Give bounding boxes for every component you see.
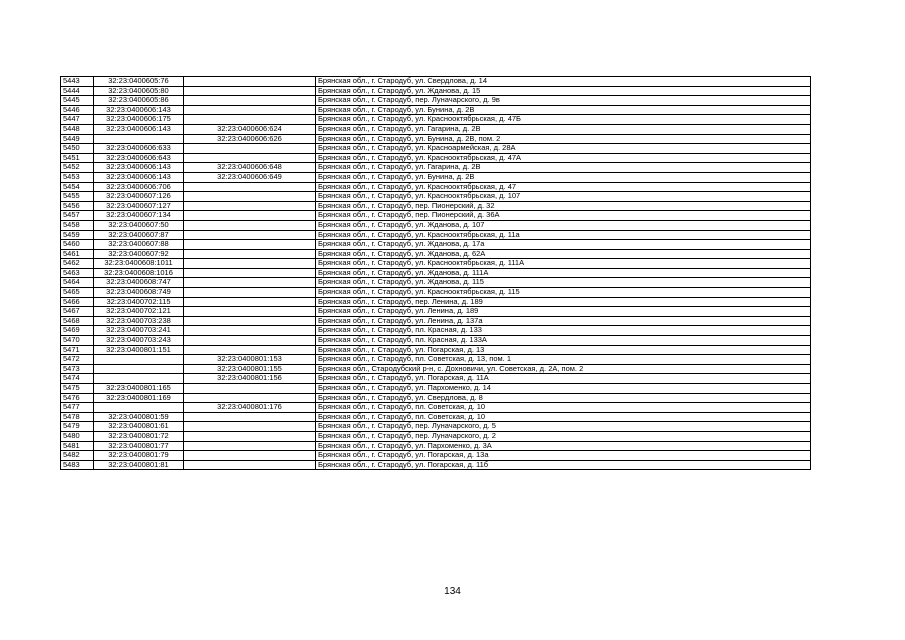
object-number-cell [184,96,316,106]
cadastral-number-cell [94,134,184,144]
row-number-cell: 5461 [61,249,94,259]
cadastral-number-cell: 32:23:0400606:633 [94,144,184,154]
object-number-cell [184,268,316,278]
object-number-cell [184,384,316,394]
address-cell: Брянская обл., г. Стародуб, ул. Погарская, д. 11А [316,374,811,384]
cadastral-number-cell: 32:23:0400606:143 [94,124,184,134]
cadastral-number-cell [94,364,184,374]
table-row [61,105,811,115]
row-number-cell: 5444 [61,86,94,96]
object-number-cell: 32:23:0400801:155 [184,364,316,374]
table-row [61,144,811,154]
table-row [61,297,811,307]
row-number-cell: 5463 [61,268,94,278]
address-cell: Брянская обл., г. Стародуб, ул. Свердлова, д. 14 [316,77,811,87]
cadastral-number-cell: 32:23:0400607:87 [94,230,184,240]
cadastral-number-cell: 32:23:0400607:50 [94,220,184,230]
object-number-cell [184,144,316,154]
table-row [61,422,811,432]
row-number-cell: 5451 [61,153,94,163]
address-cell: Брянская обл., г. Стародуб, пл. Советская, д. 13, пом. 1 [316,355,811,365]
address-cell: Брянская обл., г. Стародуб, ул. Ленина, д. 189 [316,307,811,317]
table-row [61,230,811,240]
cadastral-number-cell: 32:23:0400801:169 [94,393,184,403]
table-row [61,124,811,134]
object-number-cell [184,336,316,346]
cadastral-number-cell: 32:23:0400801:79 [94,451,184,461]
address-cell: Брянская обл., г. Стародуб, пл. Советская, д. 10 [316,403,811,413]
object-number-cell [184,326,316,336]
object-number-cell [184,182,316,192]
cadastral-number-cell: 32:23:0400606:706 [94,182,184,192]
address-cell: Брянская обл., г. Стародуб, пл. Красная, д. 133 [316,326,811,336]
cadastral-number-cell: 32:23:0400801:151 [94,345,184,355]
object-number-cell: 32:23:0400801:153 [184,355,316,365]
address-cell: Брянская обл., г. Стародуб, пл. Красная, д. 133А [316,336,811,346]
table-row [61,163,811,173]
address-cell: Брянская обл., г. Стародуб, ул. Погарская, д. 13а [316,451,811,461]
table-row [61,249,811,259]
object-number-cell: 32:23:0400606:626 [184,134,316,144]
row-number-cell: 5457 [61,211,94,221]
table-row [61,364,811,374]
object-number-cell [184,393,316,403]
address-cell: Брянская обл., г. Стародуб, ул. Погарская, д. 11б [316,460,811,470]
object-number-cell [184,412,316,422]
row-number-cell: 5466 [61,297,94,307]
cadastral-number-cell: 32:23:0400801:165 [94,384,184,394]
row-number-cell: 5447 [61,115,94,125]
table-row [61,307,811,317]
table-row [61,316,811,326]
address-cell: Брянская обл., г. Стародуб, ул. Жданова, д. 107 [316,220,811,230]
address-cell: Брянская обл., г. Стародуб, ул. Жданова, д. 62А [316,249,811,259]
table-row [61,451,811,461]
cadastral-number-cell: 32:23:0400605:86 [94,96,184,106]
address-cell: Брянская обл., г. Стародуб, ул. Бунина, д. 2В [316,172,811,182]
table-row [61,134,811,144]
row-number-cell: 5482 [61,451,94,461]
row-number-cell: 5448 [61,124,94,134]
address-cell: Брянская обл., г. Стародуб, ул. Краснооктябрьская, д. 47 [316,182,811,192]
cadastral-number-cell: 32:23:0400607:126 [94,192,184,202]
table-row [61,86,811,96]
address-cell: Брянская обл., г. Стародуб, ул. Краснооктябрьская, д. 11а [316,230,811,240]
table-row [61,431,811,441]
table-row [61,326,811,336]
table-row [61,259,811,269]
table-row [61,336,811,346]
cadastral-number-cell: 32:23:0400801:72 [94,431,184,441]
address-cell: Брянская обл., г. Стародуб, ул. Пархоменко, д. 3А [316,441,811,451]
row-number-cell: 5473 [61,364,94,374]
row-number-cell: 5479 [61,422,94,432]
table-row [61,384,811,394]
row-number-cell: 5459 [61,230,94,240]
object-number-cell [184,211,316,221]
address-cell: Брянская обл., Стародубский р-н, с. Дохновичи, ул. Советская, д. 2А, пом. 2 [316,364,811,374]
table-row [61,355,811,365]
cadastral-number-cell: 32:23:0400801:61 [94,422,184,432]
object-number-cell [184,288,316,298]
object-number-cell [184,441,316,451]
registry-table [60,76,811,470]
address-cell: Брянская обл., г. Стародуб, ул. Жданова, д. 111А [316,268,811,278]
object-number-cell [184,240,316,250]
cadastral-number-cell: 32:23:0400606:143 [94,163,184,173]
table-row [61,412,811,422]
row-number-cell: 5462 [61,259,94,269]
row-number-cell: 5483 [61,460,94,470]
table-row [61,77,811,87]
row-number-cell: 5443 [61,77,94,87]
table-row [61,393,811,403]
row-number-cell: 5458 [61,220,94,230]
object-number-cell [184,201,316,211]
cadastral-number-cell [94,355,184,365]
cadastral-number-cell: 32:23:0400702:115 [94,297,184,307]
row-number-cell: 5470 [61,336,94,346]
cadastral-number-cell: 32:23:0400608:1011 [94,259,184,269]
table-row [61,153,811,163]
address-cell: Брянская обл., г. Стародуб, ул. Краснооктябрьская, д. 111А [316,259,811,269]
address-cell: Брянская обл., г. Стародуб, пер. Пионерский, д. 36А [316,211,811,221]
table-row [61,288,811,298]
object-number-cell [184,115,316,125]
object-number-cell [184,451,316,461]
row-number-cell: 5454 [61,182,94,192]
table-row [61,441,811,451]
object-number-cell [184,316,316,326]
object-number-cell [184,77,316,87]
object-number-cell: 32:23:0400606:624 [184,124,316,134]
page-number: 134 [444,586,461,597]
cadastral-number-cell: 32:23:0400608:747 [94,278,184,288]
object-number-cell: 32:23:0400606:648 [184,163,316,173]
object-number-cell [184,431,316,441]
row-number-cell: 5476 [61,393,94,403]
object-number-cell [184,249,316,259]
row-number-cell: 5449 [61,134,94,144]
row-number-cell: 5456 [61,201,94,211]
address-cell: Брянская обл., г. Стародуб, пл. Советская, д. 10 [316,412,811,422]
object-number-cell [184,278,316,288]
row-number-cell: 5464 [61,278,94,288]
row-number-cell: 5452 [61,163,94,173]
address-cell: Брянская обл., г. Стародуб, ул. Бунина, д. 2В [316,105,811,115]
cadastral-number-cell: 32:23:0400607:88 [94,240,184,250]
cadastral-number-cell: 32:23:0400703:241 [94,326,184,336]
row-number-cell: 5465 [61,288,94,298]
row-number-cell: 5445 [61,96,94,106]
cadastral-number-cell: 32:23:0400606:643 [94,153,184,163]
registry-table-body [61,77,811,470]
table-row [61,460,811,470]
address-cell: Брянская обл., г. Стародуб, ул. Красноармейская, д. 28А [316,144,811,154]
address-cell: Брянская обл., г. Стародуб, пер. Ленина, д. 189 [316,297,811,307]
address-cell: Брянская обл., г. Стародуб, ул. Свердлова, д. 8 [316,393,811,403]
address-cell: Брянская обл., г. Стародуб, пер. Луначарского, д. 5 [316,422,811,432]
address-cell: Брянская обл., г. Стародуб, ул. Краснооктябрьская, д. 47Б [316,115,811,125]
object-number-cell [184,192,316,202]
row-number-cell: 5477 [61,403,94,413]
table-row [61,211,811,221]
address-cell: Брянская обл., г. Стародуб, ул. Краснооктябрьская, д. 107 [316,192,811,202]
address-cell: Брянская обл., г. Стародуб, ул. Жданова, д. 15 [316,86,811,96]
cadastral-number-cell [94,374,184,384]
object-number-cell: 32:23:0400606:649 [184,172,316,182]
table-row [61,172,811,182]
cadastral-number-cell [94,403,184,413]
cadastral-number-cell: 32:23:0400607:127 [94,201,184,211]
object-number-cell [184,422,316,432]
address-cell: Брянская обл., г. Стародуб, ул. Гагарина, д. 2В [316,124,811,134]
object-number-cell [184,345,316,355]
object-number-cell [184,297,316,307]
cadastral-number-cell: 32:23:0400605:80 [94,86,184,96]
object-number-cell [184,220,316,230]
object-number-cell: 32:23:0400801:176 [184,403,316,413]
object-number-cell [184,86,316,96]
row-number-cell: 5478 [61,412,94,422]
address-cell: Брянская обл., г. Стародуб, ул. Бунина, д. 2В, пом. 2 [316,134,811,144]
cadastral-number-cell: 32:23:0400801:81 [94,460,184,470]
cadastral-number-cell: 32:23:0400606:175 [94,115,184,125]
cadastral-number-cell: 32:23:0400607:92 [94,249,184,259]
row-number-cell: 5460 [61,240,94,250]
object-number-cell [184,307,316,317]
table-row [61,403,811,413]
row-number-cell: 5467 [61,307,94,317]
cadastral-number-cell: 32:23:0400703:243 [94,336,184,346]
table-row [61,220,811,230]
cadastral-number-cell: 32:23:0400702:121 [94,307,184,317]
row-number-cell: 5450 [61,144,94,154]
row-number-cell: 5469 [61,326,94,336]
cadastral-number-cell: 32:23:0400607:134 [94,211,184,221]
table-row [61,115,811,125]
cadastral-number-cell: 32:23:0400608:749 [94,288,184,298]
address-cell: Брянская обл., г. Стародуб, ул. Ленина, д. 137а [316,316,811,326]
address-cell: Брянская обл., г. Стародуб, пер. Луначарского, д. 9в [316,96,811,106]
table-row [61,268,811,278]
cadastral-number-cell: 32:23:0400606:143 [94,105,184,115]
row-number-cell: 5468 [61,316,94,326]
table-row [61,96,811,106]
table-row [61,192,811,202]
table-row [61,374,811,384]
table-row [61,240,811,250]
row-number-cell: 5481 [61,441,94,451]
address-cell: Брянская обл., г. Стародуб, пер. Пионерский, д. 32 [316,201,811,211]
table-row [61,182,811,192]
cadastral-number-cell: 32:23:0400606:143 [94,172,184,182]
row-number-cell: 5446 [61,105,94,115]
table-row [61,278,811,288]
object-number-cell [184,460,316,470]
row-number-cell: 5472 [61,355,94,365]
cadastral-number-cell: 32:23:0400801:77 [94,441,184,451]
address-cell: Брянская обл., г. Стародуб, ул. Краснооктябрьская, д. 47А [316,153,811,163]
address-cell: Брянская обл., г. Стародуб, ул. Жданова, д. 115 [316,278,811,288]
cadastral-number-cell: 32:23:0400608:1016 [94,268,184,278]
row-number-cell: 5474 [61,374,94,384]
row-number-cell: 5471 [61,345,94,355]
address-cell: Брянская обл., г. Стародуб, ул. Краснооктябрьская, д. 115 [316,288,811,298]
object-number-cell [184,153,316,163]
address-cell: Брянская обл., г. Стародуб, ул. Погарская, д. 13 [316,345,811,355]
object-number-cell: 32:23:0400801:156 [184,374,316,384]
address-cell: Брянская обл., г. Стародуб, ул. Гагарина, д. 2В [316,163,811,173]
row-number-cell: 5453 [61,172,94,182]
table-row [61,201,811,211]
address-cell: Брянская обл., г. Стародуб, ул. Жданова, д. 17а [316,240,811,250]
object-number-cell [184,105,316,115]
address-cell: Брянская обл., г. Стародуб, ул. Пархоменко, д. 14 [316,384,811,394]
object-number-cell [184,259,316,269]
row-number-cell: 5475 [61,384,94,394]
row-number-cell: 5455 [61,192,94,202]
table-row [61,345,811,355]
cadastral-number-cell: 32:23:0400703:238 [94,316,184,326]
row-number-cell: 5480 [61,431,94,441]
object-number-cell [184,230,316,240]
cadastral-number-cell: 32:23:0400605:76 [94,77,184,87]
address-cell: Брянская обл., г. Стародуб, пер. Луначарского, д. 2 [316,431,811,441]
cadastral-number-cell: 32:23:0400801:59 [94,412,184,422]
